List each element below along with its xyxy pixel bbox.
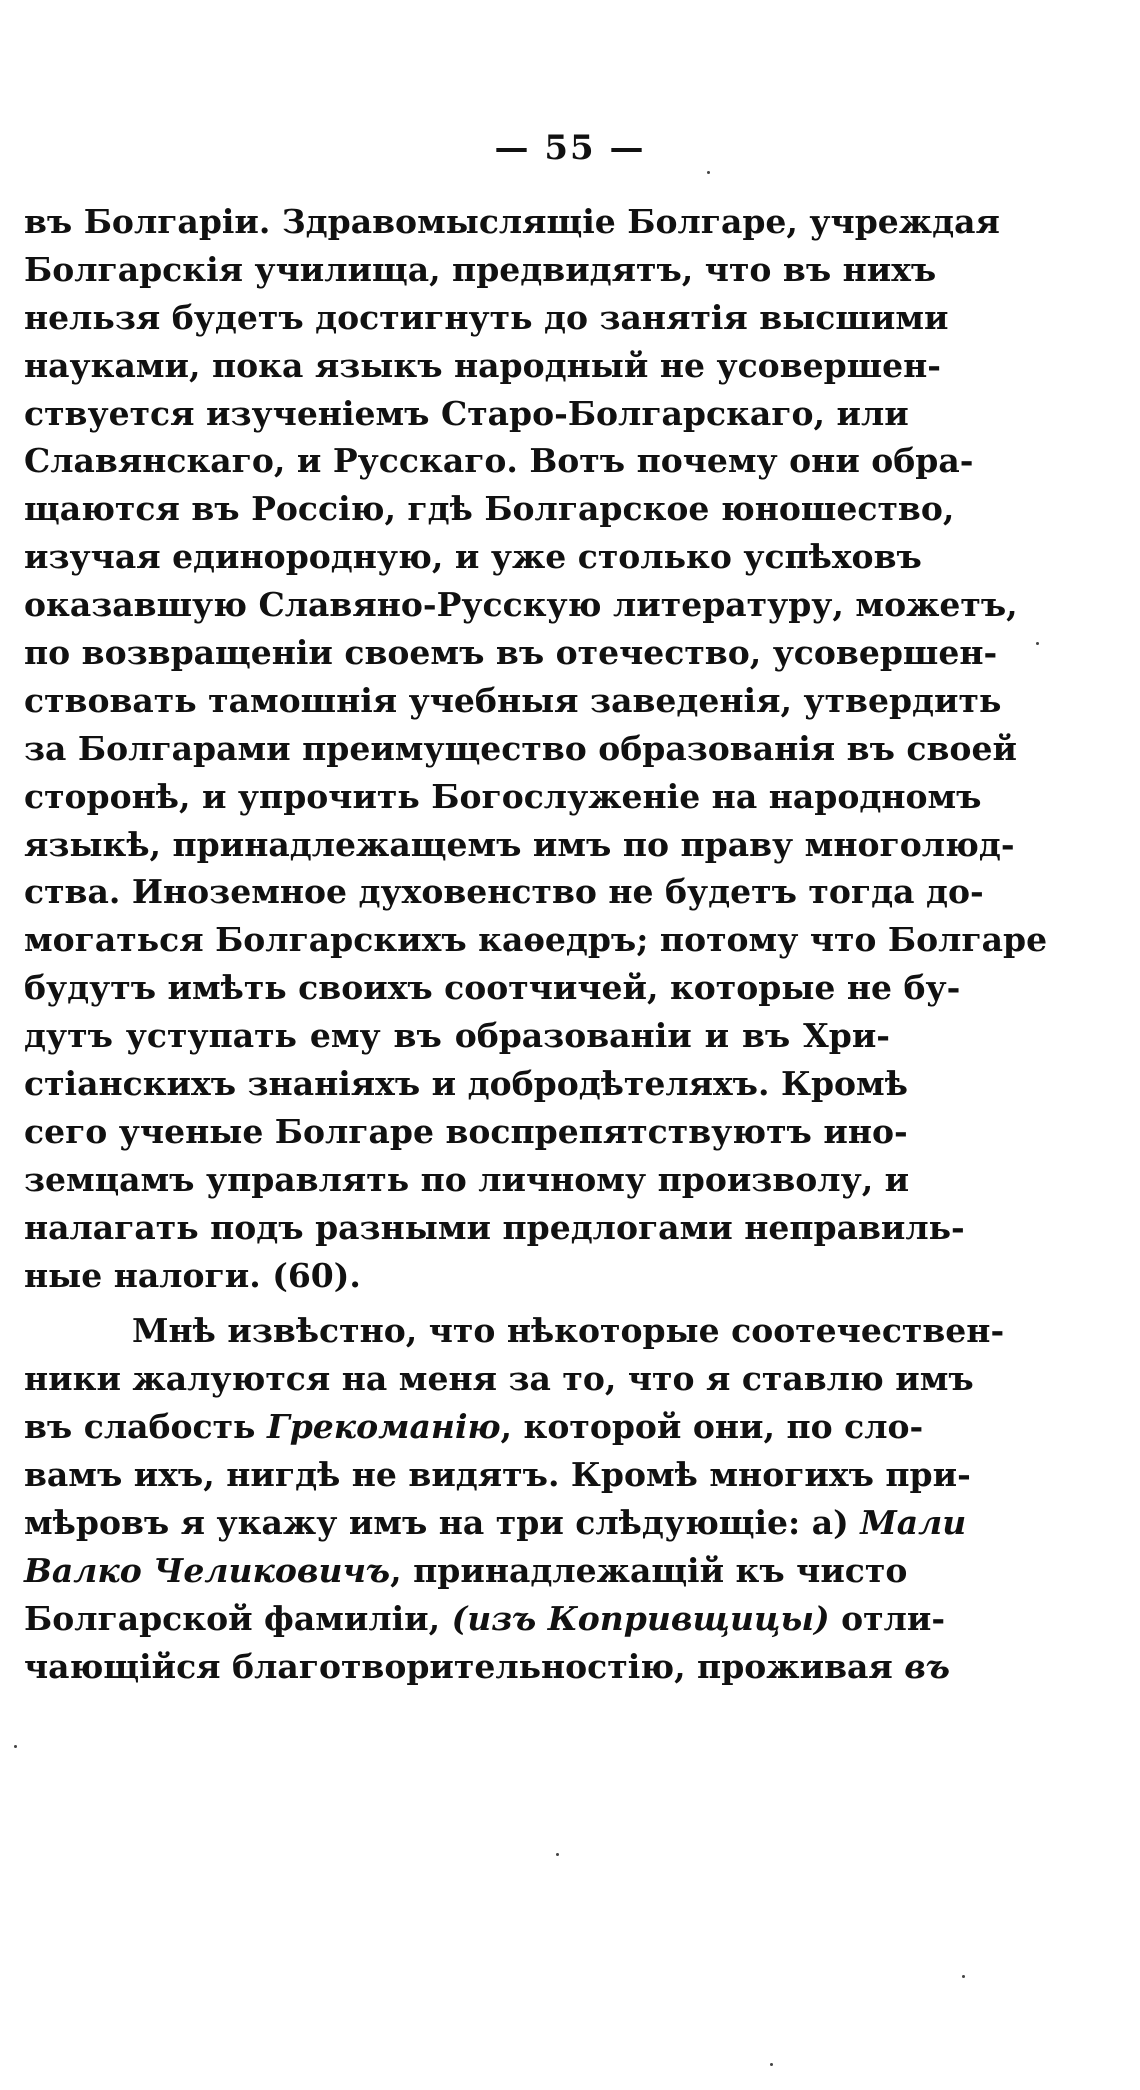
scan-speck <box>1036 642 1039 645</box>
text-line: сторонѣ, и упрочить Богослуженіе на народномъ <box>24 776 982 816</box>
text-line: ствовать тамошнія учебныя заведенія, утвердить <box>24 680 1002 720</box>
italic-place: (изъ Копривщицы) <box>451 1598 830 1638</box>
scan-speck <box>14 1745 17 1748</box>
text-line: ствуется изученіемъ Старо-Болгарскаго, или <box>24 393 909 433</box>
text-line <box>24 1499 967 1547</box>
page-number: — 55 — <box>494 128 646 168</box>
text-line <box>24 1595 946 1643</box>
text-line: налагать подъ разными предлогами неправиль- <box>24 1207 965 1247</box>
text-line: ные налоги. (60). <box>24 1255 361 1295</box>
text-line: изучая единородную, и уже столько успѣховъ <box>24 537 922 577</box>
text-line: Болгарскія училища, предвидятъ, что въ нихъ <box>24 249 937 289</box>
text-line: Мнѣ извѣстно, что нѣкоторые соотечествен- <box>132 1311 1005 1351</box>
text-line: за Болгарами преимущество образованія въ своей <box>24 728 1017 768</box>
scan-speck <box>707 171 710 174</box>
text-line: земцамъ управлять по личному произволу, и <box>24 1159 910 1199</box>
text-span: , принадлежащій къ чисто <box>390 1550 908 1590</box>
text-line: языкѣ, принадлежащемъ имъ по праву многолюд- <box>24 824 1015 864</box>
text-line: науками, пока языкъ народный не усовершен- <box>24 345 942 385</box>
text-span: въ слабость <box>24 1407 267 1447</box>
text-line: оказавшую Славяно-Русскую литературу, можетъ, <box>24 585 1018 625</box>
text-line: вамъ ихъ, нигдѣ не видятъ. Кромѣ многихъ при- <box>24 1455 971 1495</box>
text-span: мѣровъ я укажу имъ на три слѣдующіе: а) <box>24 1503 861 1543</box>
italic-word: въ <box>904 1646 950 1686</box>
text-line: ники жалуются на меня за то, что я ставлю имъ <box>24 1359 974 1399</box>
text-line: могаться Болгарскихъ каѳедръ; потому что Болгаре <box>24 920 1048 960</box>
text-line <box>24 1643 950 1691</box>
italic-term: Грекоманію <box>266 1407 501 1447</box>
paragraph-1 <box>24 198 1048 1299</box>
text-line <box>24 1403 924 1451</box>
body-text <box>24 198 1048 1691</box>
scan-speck <box>556 1853 559 1856</box>
italic-name: Мали <box>860 1503 967 1543</box>
text-span: отли- <box>829 1598 946 1638</box>
text-line <box>24 1547 908 1595</box>
text-line: стіанскихъ знаніяхъ и добродѣтеляхъ. Кромѣ <box>24 1064 908 1104</box>
text-line: будутъ имѣть своихъ соотчичей, которые не бу- <box>24 968 961 1008</box>
text-span: чающійся благотворительностію, проживая <box>24 1646 905 1686</box>
scan-speck <box>962 1975 965 1978</box>
text-line: ства. Иноземное духовенство не будетъ тогда до- <box>24 872 984 912</box>
text-line: дутъ уступать ему въ образованіи и въ Хри- <box>24 1016 890 1056</box>
text-line: щаются въ Россію, гдѣ Болгарское юношество, <box>24 489 955 529</box>
text-line: нельзя будетъ достигнуть до занятія высшими <box>24 297 949 337</box>
text-line: по возвращеніи своемъ въ отечество, усовершен- <box>24 633 998 673</box>
scan-speck <box>770 2063 773 2066</box>
text-span: , которой они, по сло- <box>500 1407 924 1447</box>
paragraph-2 <box>24 1307 1005 1690</box>
text-span: Болгарской фамиліи, <box>24 1598 452 1638</box>
text-line: Славянскаго, и Русскаго. Вотъ почему они обра- <box>24 441 974 481</box>
text-line: сего ученые Болгаре воспрепятствуютъ ино- <box>24 1111 908 1151</box>
text-line: въ Болгаріи. Здравомыслящіе Болгаре, учреждая <box>24 202 1000 241</box>
italic-name: Валко Челиковичъ <box>24 1550 391 1590</box>
